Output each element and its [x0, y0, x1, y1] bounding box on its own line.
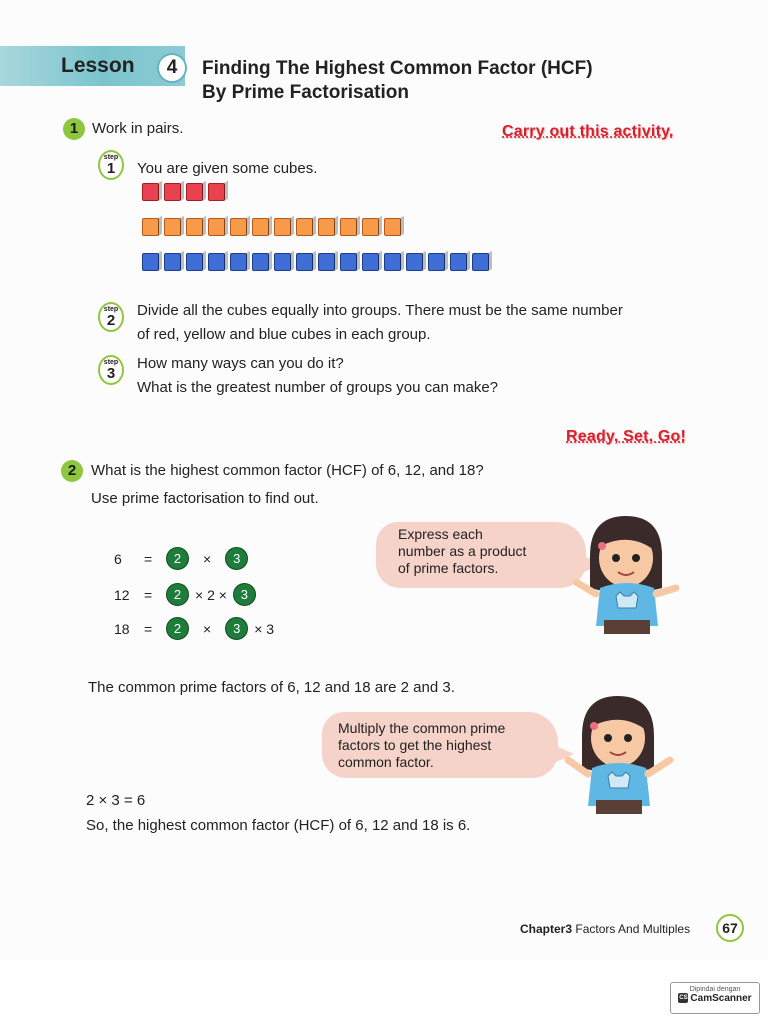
blue-cube [164, 253, 181, 271]
speech-bubble-2 [322, 712, 558, 778]
orange-cube [208, 218, 225, 236]
step-3-badge [98, 355, 124, 385]
step-2-line2: of red, yellow and blue cubes in each group. [137, 326, 431, 343]
lesson-title [202, 57, 672, 105]
step-1-text: You are given some cubes. [137, 160, 318, 177]
red-cube [142, 183, 159, 201]
blue-cube [142, 253, 159, 271]
orange-cube [384, 218, 401, 236]
chapter-title: Factors And Multiples [575, 922, 691, 936]
camscanner-logo-icon: CS [679, 995, 688, 1002]
red-cubes-row [142, 183, 225, 201]
eq-tail: × 3 [254, 620, 275, 637]
step-2-line1: Divide all the cubes equally into groups. There must be the same number [137, 302, 623, 319]
blue-cube [296, 253, 313, 271]
scanner-brand [671, 993, 759, 1004]
blue-cube [384, 253, 401, 271]
conclusion-text: So, the highest common factor (HCF) of 6, 12 and 18 is 6. [86, 817, 471, 834]
chapter-number: 3 [565, 922, 573, 936]
blue-cube [318, 253, 335, 271]
blue-cube [252, 253, 269, 271]
step-number: 3 [106, 365, 116, 382]
eq-operator: × [203, 550, 212, 567]
prime-factor-2-circle: 2 [166, 617, 189, 640]
bubble-2-line: Multiply the common prime [338, 720, 506, 736]
step-2-badge [98, 302, 124, 332]
red-cube [208, 183, 225, 201]
eq-lhs: 18 [114, 620, 130, 637]
eq-sign: = [144, 586, 153, 603]
orange-cube [164, 218, 181, 236]
question-2-line2: Use prime factorisation to find out. [91, 490, 319, 507]
eq-lhs: 6 [114, 550, 122, 567]
scanner-brand-text: CamScanner [690, 993, 752, 1004]
orange-cube [252, 218, 269, 236]
prime-factor-3-circle: 3 [233, 583, 256, 606]
prime-factor-3-circle: 3 [225, 547, 248, 570]
camscanner-watermark [670, 982, 760, 1014]
red-cube [164, 183, 181, 201]
orange-cube [274, 218, 291, 236]
orange-cube [362, 218, 379, 236]
bubble-1-line: of prime factors. [398, 560, 499, 576]
bubble-2-line: factors to get the highest [338, 737, 492, 753]
equation-12 [114, 583, 256, 606]
blue-cube [186, 253, 203, 271]
girl-illustration-2 [560, 688, 680, 816]
lesson-number-badge: 4 [157, 53, 187, 83]
blue-cube [362, 253, 379, 271]
step-word: step [103, 154, 119, 161]
bubble-1-line: Express each [398, 526, 483, 542]
activity-heading: Carry out this activity. [502, 123, 674, 140]
blue-cube [472, 253, 489, 271]
scanner-caption: Dipindai dengan [689, 986, 741, 993]
page-number: 67 [716, 914, 744, 942]
step-word: step [103, 359, 119, 366]
question-1-text: Work in pairs. [92, 120, 184, 137]
step-3-line2: What is the greatest number of groups you can make? [137, 379, 499, 396]
lesson-title-line1: Finding The Highest Common Factor (HCF) [202, 58, 593, 79]
equation-6 [114, 547, 248, 570]
blue-cube [428, 253, 445, 271]
bubble-2-line: common factor. [338, 754, 434, 770]
red-cube [186, 183, 203, 201]
orange-cube [318, 218, 335, 236]
lesson-label: Lesson [61, 54, 135, 77]
speech-bubble-1 [376, 522, 586, 588]
bubble-1-line: number as a product [398, 543, 527, 559]
blue-cubes-row [142, 253, 489, 271]
orange-cube [186, 218, 203, 236]
blue-cube [208, 253, 225, 271]
orange-cube [230, 218, 247, 236]
blue-cube [274, 253, 291, 271]
common-factors-text: The common prime factors of 6, 12 and 18 are 2 and 3. [88, 679, 455, 696]
question-2-badge: 2 [61, 460, 83, 482]
girl-illustration-1 [568, 508, 688, 636]
calculation: 2 × 3 = 6 [86, 792, 146, 809]
blue-cube [230, 253, 247, 271]
orange-cubes-row [142, 218, 401, 236]
orange-cube [296, 218, 313, 236]
eq-sign: = [144, 550, 153, 567]
equation-18 [114, 617, 274, 640]
orange-cube [340, 218, 357, 236]
ready-set-go-heading: Ready, Set, Go! [566, 428, 687, 445]
step-number: 2 [106, 312, 116, 329]
eq-operator: × 2 × [195, 586, 227, 603]
eq-operator: × [203, 620, 212, 637]
prime-factor-2-circle: 2 [166, 583, 189, 606]
lesson-title-line2: By Prime Factorisation [202, 82, 409, 103]
blue-cube [406, 253, 423, 271]
orange-cube [142, 218, 159, 236]
blue-cube [340, 253, 357, 271]
step-number: 1 [106, 160, 116, 177]
chapter-footer [520, 922, 690, 936]
prime-factor-3-circle: 3 [225, 617, 248, 640]
step-word: step [103, 306, 119, 313]
chapter-word: Chapter [520, 922, 566, 936]
eq-sign: = [144, 620, 153, 637]
step-3-line1: How many ways can you do it? [137, 355, 344, 372]
step-1-badge [98, 150, 124, 180]
question-2-line1: What is the highest common factor (HCF) of 6, 12, and 18? [91, 462, 484, 479]
eq-lhs: 12 [114, 586, 130, 603]
blue-cube [450, 253, 467, 271]
question-1-badge: 1 [63, 118, 85, 140]
prime-factor-2-circle: 2 [166, 547, 189, 570]
